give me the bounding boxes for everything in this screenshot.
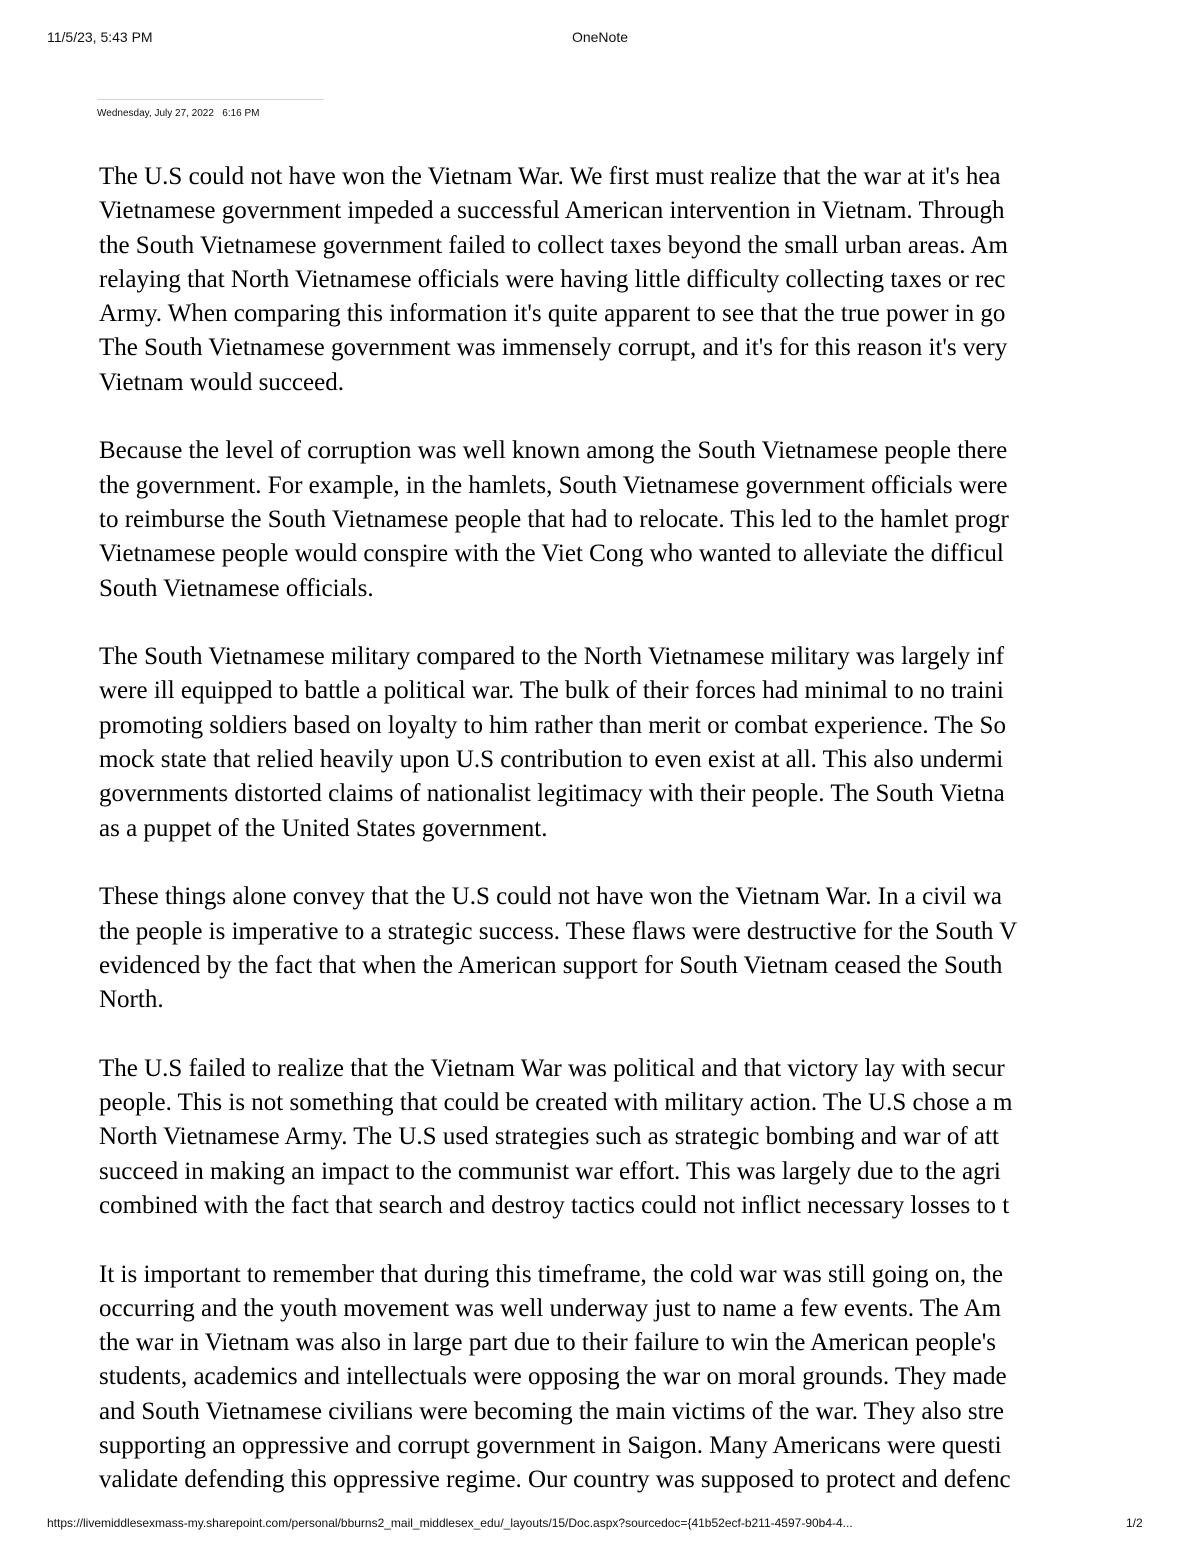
text-line: to reimburse the South Vietnamese people that had to relocate. This led to the hamlet progr bbox=[99, 505, 1009, 533]
text-line: relaying that North Vietnamese officials were having little difficulty collecting taxes or rec bbox=[99, 265, 1006, 293]
text-line: The South Vietnamese military compared to the North Vietnamese military was largely inf bbox=[99, 643, 1005, 671]
text-line: South Vietnamese officials. bbox=[99, 574, 374, 602]
paragraph-1 bbox=[99, 160, 1145, 400]
text-line: the government. For example, in the hamlets, South Vietnamese government officials were bbox=[99, 471, 1008, 499]
text-line: These things alone convey that the U.S could not have won the Vietnam War. In a civil wa bbox=[99, 883, 1002, 911]
paragraph-3 bbox=[99, 640, 1145, 846]
text-line: were ill equipped to battle a political war. The bulk of their forces had minimal to no traini bbox=[99, 677, 1004, 705]
text-line: North Vietnamese Army. The U.S used strategies such as strategic bombing and war of att bbox=[99, 1123, 999, 1151]
text-line: succeed in making an impact to the communist war effort. This was largely due to the agri bbox=[99, 1157, 1001, 1185]
text-line: governments distorted claims of nationalist legitimacy with their people. The South Vietna bbox=[99, 780, 1005, 808]
note-created-date: Wednesday, July 27, 2022 6:16 PM bbox=[97, 108, 260, 119]
text-line: Because the level of corruption was well known among the South Vietnamese people there bbox=[99, 437, 1008, 465]
text-line: Army. When comparing this information it's quite apparent to see that the true power in go bbox=[99, 300, 1006, 328]
paragraph-5 bbox=[99, 1052, 1145, 1223]
text-line: as a puppet of the United States government. bbox=[99, 814, 548, 842]
paragraph-4 bbox=[99, 880, 1145, 1017]
text-line: the people is imperative to a strategic success. These flaws were destructive for the South V bbox=[99, 917, 1018, 945]
note-body bbox=[99, 160, 1145, 1532]
text-line: people. This is not something that could be created with military action. The U.S chose a m bbox=[99, 1089, 1013, 1117]
text-line: and South Vietnamese civilians were becoming the main victims of the war. They also stre bbox=[99, 1397, 1004, 1425]
text-line: the South Vietnamese government failed to collect taxes beyond the small urban areas. Am bbox=[99, 231, 1008, 259]
text-line: The South Vietnamese government was immensely corrupt, and it's for this reason it's very bbox=[99, 334, 1008, 362]
text-line: occurring and the youth movement was well underway just to name a few events. The Am bbox=[99, 1294, 1002, 1322]
text-line: validate defending this oppressive regime. Our country was supposed to protect and defenc bbox=[99, 1466, 1011, 1494]
text-line: students, academics and intellectuals were opposing the war on moral grounds. They made bbox=[99, 1363, 1007, 1391]
text-line: The U.S failed to realize that the Vietnam War was political and that victory lay with secur bbox=[99, 1054, 1005, 1082]
text-line: North. bbox=[99, 986, 164, 1014]
text-line: evidenced by the fact that when the American support for South Vietnam ceased the South bbox=[99, 951, 1003, 979]
text-line: supporting an oppressive and corrupt government in Saigon. Many Americans were questi bbox=[99, 1431, 1002, 1459]
text-line: Vietnam would succeed. bbox=[99, 368, 344, 396]
text-line: the war in Vietnam was also in large part due to their failure to win the American people's bbox=[99, 1329, 996, 1357]
print-source-url: https://livemiddlesexmass-my.sharepoint.com/personal/bburns2_mail_middlesex_edu/_layouts/15/Doc.aspx?sourcedoc={41b52ecf-b211-4597-90b4-4... bbox=[47, 1516, 853, 1530]
text-line: promoting soldiers based on loyalty to him rather than merit or combat experience. The So bbox=[99, 711, 1006, 739]
text-line: combined with the fact that search and destroy tactics could not inflict necessary losses to t bbox=[99, 1191, 1010, 1219]
paragraph-6 bbox=[99, 1258, 1145, 1498]
print-page-number: 1/2 bbox=[1126, 1516, 1143, 1530]
print-datetime: 11/5/23, 5:43 PM bbox=[47, 29, 153, 45]
text-line: Vietnamese people would conspire with the Viet Cong who wanted to alleviate the difficul bbox=[99, 540, 1004, 568]
text-line: Vietnamese government impeded a successful American intervention in Vietnam. Through bbox=[99, 197, 1005, 225]
text-line: It is important to remember that during this timeframe, the cold war was still going on, the bbox=[99, 1260, 1003, 1288]
text-line: The U.S could not have won the Vietnam War. We first must realize that the war at it's hea bbox=[99, 163, 1001, 190]
print-app-title: OneNote bbox=[571, 29, 629, 45]
paragraph-2 bbox=[99, 434, 1145, 605]
text-line: mock state that relied heavily upon U.S contribution to even exist at all. This also undermi bbox=[99, 746, 1004, 774]
note-title-divider bbox=[97, 99, 324, 100]
